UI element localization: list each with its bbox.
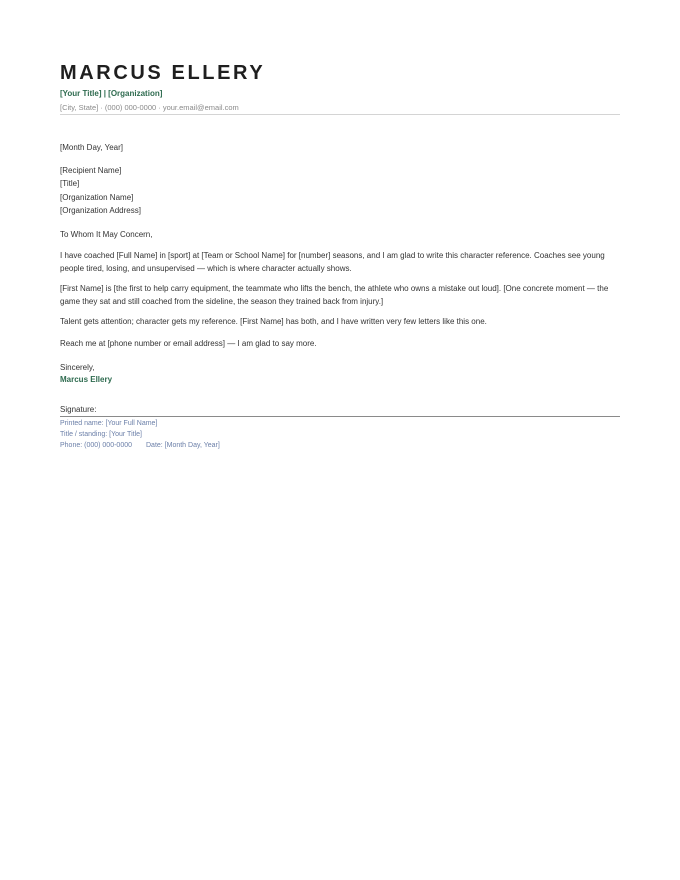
salutation: To Whom It May Concern, (60, 230, 153, 239)
body-paragraph: [First Name] is [the first to help carry equipment, the teammate who lifts the bench, the athlete who owns a mistake out loud]. [One concrete moment — the game they sat and still coached from the sideline, the season they trained back from injury.] (60, 284, 609, 306)
phone-date-row (60, 442, 220, 449)
recipient-address: [Organization Address] (60, 205, 141, 215)
recipient-name: [Recipient Name] (60, 166, 122, 175)
recipient-block (60, 164, 620, 217)
body-paragraph: Reach me at [phone number or email address] — I am glad to say more. (60, 339, 317, 348)
closing: Sincerely, (60, 363, 95, 372)
header-divider (60, 114, 620, 115)
letter-date: [Month Day, Year] (60, 143, 123, 152)
signer-name: Marcus Ellery (60, 375, 113, 384)
body-paragraph: Talent gets attention; character gets my reference. [First Name] has both, and I have written very few letters like this one. (60, 317, 487, 326)
recipient-organization: [Organization Name] (60, 192, 134, 202)
date-field: Date: [Month Day, Year] (146, 442, 220, 449)
title-organization-line: [Your Title] | [Organization] (60, 89, 163, 98)
signature-line (60, 416, 620, 417)
author-name: MARCUS ELLERY (60, 62, 266, 84)
body-paragraph: I have coached [Full Name] in [sport] at [Team or School Name] for [number] seasons, and I am glad to write this character reference. Coaches see young people tired, losing, and unsupervised — which is where character actually shows. (60, 251, 605, 273)
recipient-title: [Title] (60, 179, 80, 189)
phone-field: Phone: (000) 000-0000 (60, 442, 132, 449)
printed-name-field: Printed name: [Your Full Name] (60, 420, 158, 427)
contact-line: [City, State] · (000) 000-0000 · your.email@email.com (60, 103, 239, 112)
signature-label: Signature: (60, 405, 97, 414)
title-standing-field: Title / standing: [Your Title] (60, 431, 142, 438)
